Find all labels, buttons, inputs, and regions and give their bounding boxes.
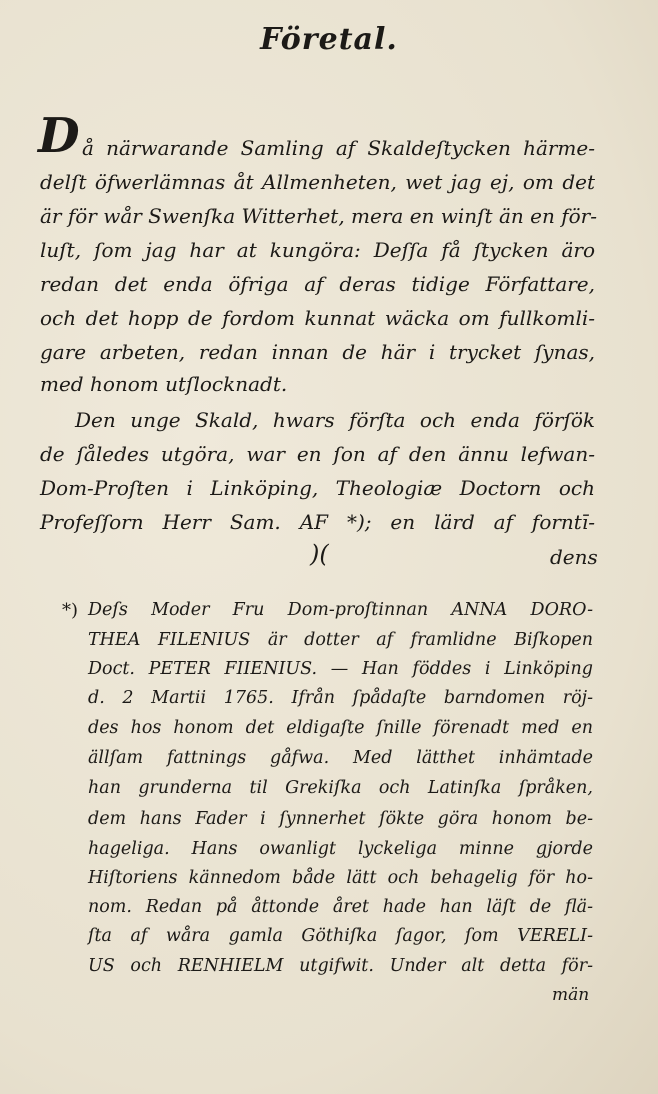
footnote-line: han grunderna til Grekiſka och Latinſka ſpråken, — [88, 778, 593, 798]
footnote-line: Hiſtoriens kännedom både lätt och behagelig för ho- — [88, 868, 593, 888]
footnote-line: Doct. PETER FIIENIUS. — Han föddes i Linköping — [88, 659, 593, 679]
text-line: redan det enda öfriga af deras tidige Författare, — [40, 272, 595, 296]
text-line: är för wår Swenſka Witterhet, mera en winſt än en för- — [40, 204, 597, 228]
text-line: luſt, ſom jag har at kungöra: Deſſa få ſtycken äro — [40, 238, 595, 262]
drop-cap: D — [38, 108, 80, 164]
catchword: dens — [550, 545, 598, 569]
text-line: med honom utſlocknadt. — [40, 372, 288, 396]
text-line: Profeſſorn Herr Sam. AF *); en lärd af forntī- — [40, 510, 595, 534]
footnote-line: ſta af wåra gamla Göthiſka ſagor, ſom VERELI- — [88, 926, 593, 946]
footnote-line: THEA FILENIUS är dotter af framlidne Biſkopen — [88, 630, 593, 650]
text-line: de ſåledes utgöra, war en ſon af den ännu lefwan- — [40, 442, 595, 466]
text-line: Dom-Proſten i Linköping, Theologiæ Doctorn och — [40, 476, 595, 500]
footnote-line: ällſam fattnings gåfwa. Med lätthet inhämtade — [88, 748, 593, 768]
footnote-line: nom. Redan på åttonde året hade han läſt de flä- — [88, 897, 593, 917]
text-line: delſt öfwerlämnas åt Allmenheten, wet jag ej, om det — [40, 170, 595, 194]
signature-mark: )( — [310, 540, 329, 568]
footnote-marker: *) — [62, 600, 79, 621]
text-line: Den unge Skald, hwars förſta och enda förſök — [75, 408, 595, 432]
text-line: gare arbeten, redan innan de här i trycket ſynas, — [40, 340, 595, 364]
footnote-line: des hos honom det eldigaſte ſnille förenadt med en — [88, 718, 593, 738]
footnote-line: dem hans Fader i ſynnerhet ſökte göra honom be- — [88, 809, 593, 829]
catchword: män — [552, 985, 590, 1005]
footnote-line: d. 2 Martii 1765. Ifrån ſpådaſte barndomen röj- — [88, 688, 593, 708]
footnote-line: hageliga. Hans owanligt lyckeliga minne gjorde — [88, 839, 593, 859]
text-line: och det hopp de fordom kunnat wäcka om fullkomli- — [40, 306, 595, 330]
text-line: å närwarande Samling af Skaldeſtycken härme- — [82, 136, 595, 160]
page-title: Företal. — [260, 22, 398, 57]
footnote-line: US och RENHIELM utgifwit. Under alt detta för- — [88, 956, 593, 976]
footnote-line: Deſs Moder Fru Dom-proſtinnan ANNA DORO- — [88, 600, 593, 620]
